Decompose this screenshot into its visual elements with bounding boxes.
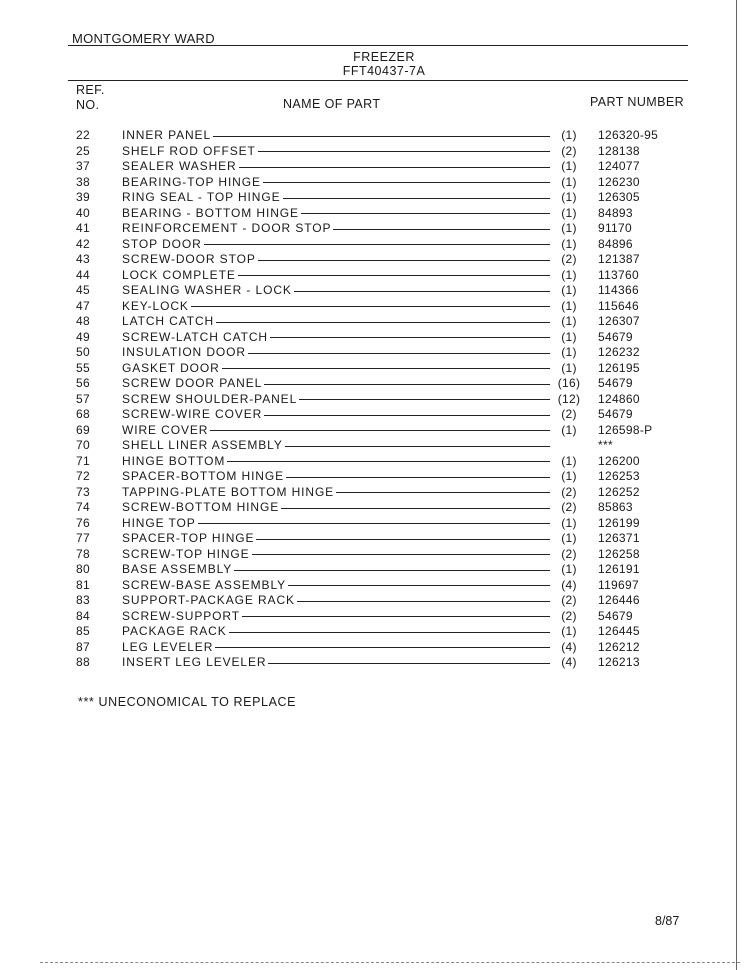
table-row: [0, 609, 750, 625]
table-row: [0, 237, 750, 253]
part-ref-number: 38: [76, 174, 90, 189]
page-edge-line: [736, 0, 737, 970]
part-number: 126212: [598, 639, 640, 654]
table-row: [0, 175, 750, 191]
part-ref-number: 73: [76, 484, 90, 499]
part-name-leader: [122, 454, 550, 468]
table-row: [0, 593, 750, 609]
part-ref-number: 72: [76, 469, 90, 483]
part-quantity: (2): [561, 500, 577, 514]
part-quantity: (1): [561, 221, 577, 235]
part-name-leader: [122, 345, 550, 359]
part-quantity: (1): [561, 453, 577, 468]
part-ref-number: 83: [76, 593, 90, 607]
column-header-rule: [68, 80, 688, 81]
part-name-leader: [122, 531, 550, 545]
part-name: LEG LEVELER: [122, 639, 214, 654]
part-ref-number: 49: [76, 329, 90, 344]
part-quantity: (2): [561, 407, 577, 421]
table-row: [0, 423, 750, 439]
part-ref-number: 74: [76, 500, 90, 514]
part-name: SHELL LINER ASSEMBLY: [122, 438, 283, 452]
table-row: [0, 531, 750, 547]
leader-line: [242, 616, 550, 617]
part-name-leader: [122, 469, 550, 483]
part-name: KEY-LOCK: [122, 298, 189, 313]
part-name-leader: [122, 221, 550, 235]
part-quantity: (1): [561, 190, 577, 204]
part-number: 126252: [598, 484, 640, 499]
part-name: HINGE BOTTOM: [122, 453, 226, 468]
leader-line: [263, 182, 550, 183]
table-row: [0, 345, 750, 361]
part-name: SCREW-BOTTOM HINGE: [122, 500, 280, 514]
leader-line: [288, 585, 550, 586]
part-ref-number: 39: [76, 190, 90, 204]
table-row: [0, 330, 750, 346]
part-ref-number: 41: [76, 221, 90, 235]
part-quantity: (2): [561, 608, 577, 623]
part-number: 84893: [598, 205, 633, 220]
leader-line: [198, 523, 550, 524]
part-ref-number: 25: [76, 143, 90, 158]
part-ref-number: 87: [76, 639, 90, 654]
part-number: 126213: [598, 655, 640, 669]
table-row: [0, 392, 750, 408]
part-name-leader: [122, 500, 550, 514]
table-row: [0, 128, 750, 144]
table-row: [0, 221, 750, 237]
footnote: *** UNECONOMICAL TO REPLACE: [78, 695, 297, 709]
part-name-leader: [122, 159, 550, 173]
column-header-ref-line1: REF.: [76, 83, 105, 97]
part-ref-number: 77: [76, 531, 90, 545]
leader-line: [229, 632, 550, 633]
part-name-leader: [122, 562, 550, 576]
part-name-leader: [122, 252, 550, 266]
part-name-leader: [122, 314, 550, 328]
leader-line: [281, 508, 550, 509]
leader-line: [216, 322, 550, 323]
table-row: [0, 624, 750, 640]
leader-line: [215, 647, 550, 648]
leader-line: [264, 415, 550, 416]
table-row: [0, 252, 750, 268]
part-number: 126230: [598, 174, 640, 189]
part-number: 126258: [598, 546, 640, 561]
column-header-ref: [76, 83, 105, 113]
part-name: SUPPORT-PACKAGE RACK: [122, 593, 295, 607]
part-ref-number: 48: [76, 314, 90, 328]
table-row: [0, 516, 750, 532]
leader-line: [222, 368, 550, 369]
part-name: SCREW-BASE ASSEMBLY: [122, 577, 287, 592]
part-quantity: (1): [561, 236, 577, 251]
part-name: BASE ASSEMBLY: [122, 562, 233, 576]
part-name-leader: [122, 547, 550, 561]
part-name-leader: [122, 438, 550, 452]
part-ref-number: 76: [76, 515, 90, 530]
model-number: FFT40437-7A: [342, 64, 426, 78]
part-name-leader: [122, 144, 550, 158]
table-row: [0, 283, 750, 299]
part-number: 54679: [598, 608, 633, 623]
leader-line: [268, 663, 550, 664]
part-number: 126598-P: [598, 422, 653, 437]
part-number: 126200: [598, 453, 640, 468]
leader-line: [258, 151, 550, 152]
part-name-leader: [122, 423, 550, 437]
table-row: [0, 190, 750, 206]
column-header-name: NAME OF PART: [283, 97, 381, 111]
leader-line: [333, 229, 550, 230]
part-name-leader: [122, 361, 550, 375]
part-number: 85863: [598, 500, 633, 514]
part-quantity: (1): [561, 469, 577, 483]
part-name: HINGE TOP: [122, 515, 196, 530]
part-number: 91170: [598, 221, 632, 235]
part-quantity: (12): [557, 391, 581, 406]
part-ref-number: 55: [76, 360, 90, 375]
leader-line: [285, 446, 550, 447]
part-name: SCREW SHOULDER-PANEL: [122, 391, 298, 406]
part-number: 124860: [598, 391, 640, 406]
part-name: INNER PANEL: [122, 128, 212, 142]
part-quantity: (1): [561, 329, 577, 344]
leader-line: [210, 430, 550, 431]
part-name: RING SEAL - TOP HINGE: [122, 190, 281, 204]
part-name-leader: [122, 578, 550, 592]
leader-line: [286, 477, 550, 478]
part-quantity: (2): [561, 593, 577, 607]
table-row: [0, 299, 750, 315]
table-row: [0, 438, 750, 454]
column-header-part-number: PART NUMBER: [590, 95, 684, 109]
part-ref-number: 84: [76, 608, 90, 623]
leader-line: [294, 291, 550, 292]
part-name-leader: [122, 330, 550, 344]
part-name: BEARING-TOP HINGE: [122, 174, 261, 189]
part-name: STOP DOOR: [122, 236, 202, 251]
leader-line: [283, 198, 551, 199]
part-ref-number: 68: [76, 407, 90, 421]
table-row: [0, 454, 750, 470]
part-number: 126305: [598, 190, 640, 204]
part-name-leader: [122, 392, 550, 406]
part-name: WIRE COVER: [122, 422, 209, 437]
part-number: 126199: [598, 515, 640, 530]
part-number: 126253: [598, 469, 640, 483]
part-ref-number: 85: [76, 624, 90, 638]
table-row: [0, 640, 750, 656]
table-row: [0, 206, 750, 222]
leader-line: [239, 167, 550, 168]
leader-line: [301, 213, 550, 214]
part-ref-number: 56: [76, 376, 90, 390]
leader-line: [252, 554, 550, 555]
part-name-leader: [122, 485, 550, 499]
part-number: 126320-95: [598, 128, 659, 142]
part-number: 126445: [598, 624, 640, 638]
part-ref-number: 43: [76, 252, 90, 266]
leader-line: [258, 260, 550, 261]
leader-line: [238, 275, 550, 276]
part-ref-number: 88: [76, 655, 90, 669]
part-quantity: (1): [561, 267, 577, 282]
leader-line: [234, 570, 550, 571]
table-row: [0, 547, 750, 563]
part-number: 126307: [598, 314, 640, 328]
part-number: 54679: [598, 329, 633, 344]
part-name: INSULATION DOOR: [122, 345, 246, 359]
part-name: REINFORCEMENT - DOOR STOP: [122, 221, 332, 235]
parts-list: [0, 128, 750, 671]
part-name: LOCK COMPLETE: [122, 267, 236, 282]
part-ref-number: 71: [76, 453, 90, 468]
part-number: 84896: [598, 236, 633, 251]
part-name-leader: [122, 190, 550, 204]
part-number: 113760: [598, 267, 639, 282]
part-ref-number: 50: [76, 345, 90, 359]
part-quantity: (1): [561, 174, 577, 189]
part-number: 128138: [598, 143, 640, 158]
part-name: SCREW-TOP HINGE: [122, 546, 250, 561]
table-row: [0, 485, 750, 501]
part-name: SCREW-LATCH CATCH: [122, 329, 268, 344]
part-name: INSERT LEG LEVELER: [122, 655, 267, 669]
part-number: ***: [598, 438, 613, 452]
table-row: [0, 144, 750, 160]
part-name: SCREW-DOOR STOP: [122, 252, 256, 266]
part-ref-number: 44: [76, 267, 90, 282]
leader-line: [213, 136, 550, 137]
table-row: [0, 361, 750, 377]
part-ref-number: 81: [76, 577, 90, 592]
document-title: FREEZER: [353, 50, 415, 64]
table-row: [0, 469, 750, 485]
part-quantity: (2): [561, 546, 577, 561]
part-quantity: (1): [561, 298, 577, 313]
part-quantity: (1): [561, 360, 577, 375]
table-row: [0, 314, 750, 330]
part-name: SEALING WASHER - LOCK: [122, 283, 292, 297]
page-number: 8/87: [655, 914, 680, 928]
part-ref-number: 57: [76, 391, 90, 406]
part-number: 114366: [598, 283, 639, 297]
part-number: 54679: [598, 407, 633, 421]
part-quantity: (2): [561, 252, 577, 266]
part-name-leader: [122, 299, 550, 313]
part-name-leader: [122, 206, 550, 220]
part-number: 126191: [598, 562, 640, 576]
table-row: [0, 376, 750, 392]
part-name: SCREW-WIRE COVER: [122, 407, 263, 421]
header-rule: [68, 45, 688, 46]
part-name: SPACER-TOP HINGE: [122, 531, 255, 545]
table-row: [0, 578, 750, 594]
part-number: 126446: [598, 593, 640, 607]
part-name: BEARING - BOTTOM HINGE: [122, 205, 299, 220]
table-row: [0, 500, 750, 516]
part-quantity: (1): [561, 624, 577, 638]
part-quantity: (1): [561, 531, 577, 545]
part-ref-number: 42: [76, 236, 90, 251]
part-number: 54679: [598, 376, 633, 390]
part-quantity: (1): [561, 314, 577, 328]
part-number: 126195: [598, 360, 640, 375]
part-name-leader: [122, 609, 550, 623]
table-row: [0, 268, 750, 284]
part-quantity: (4): [561, 577, 577, 592]
part-name-leader: [122, 593, 550, 607]
part-quantity: (1): [561, 422, 577, 437]
part-ref-number: 40: [76, 205, 90, 220]
part-name: PACKAGE RACK: [122, 624, 227, 638]
leader-line: [204, 244, 550, 245]
part-quantity: (4): [561, 655, 577, 669]
page-bottom-line: [40, 962, 740, 963]
table-row: [0, 562, 750, 578]
part-name: SEALER WASHER: [122, 159, 237, 173]
part-name-leader: [122, 237, 550, 251]
leader-line: [191, 306, 550, 307]
part-quantity: (1): [561, 345, 577, 359]
leader-line: [264, 384, 550, 385]
part-name: TAPPING-PLATE BOTTOM HINGE: [122, 484, 335, 499]
part-number: 115646: [598, 298, 639, 313]
part-quantity: (1): [561, 283, 577, 297]
leader-line: [336, 492, 550, 493]
part-name-leader: [122, 268, 550, 282]
brand-name: MONTGOMERY WARD: [72, 31, 215, 46]
part-ref-number: 37: [76, 159, 90, 173]
part-ref-number: 47: [76, 298, 90, 313]
leader-line: [270, 337, 550, 338]
leader-line: [299, 399, 550, 400]
leader-line: [248, 353, 550, 354]
part-quantity: (2): [561, 484, 577, 499]
part-name-leader: [122, 376, 550, 390]
part-name: LATCH CATCH: [122, 314, 215, 328]
part-quantity: (1): [561, 159, 577, 173]
part-ref-number: 22: [76, 128, 90, 142]
part-name: SCREW-SUPPORT: [122, 608, 240, 623]
table-row: [0, 159, 750, 175]
table-row: [0, 407, 750, 423]
part-number: 124077: [598, 159, 640, 173]
part-number: 121387: [598, 252, 640, 266]
part-ref-number: 45: [76, 283, 90, 297]
part-ref-number: 69: [76, 422, 90, 437]
part-ref-number: 80: [76, 562, 90, 576]
part-quantity: (2): [561, 143, 577, 158]
part-name-leader: [122, 175, 550, 189]
part-quantity: (1): [561, 205, 577, 220]
part-quantity: (1): [561, 562, 577, 576]
part-name: SPACER-BOTTOM HINGE: [122, 469, 285, 483]
part-ref-number: 70: [76, 438, 90, 452]
part-name: GASKET DOOR: [122, 360, 220, 375]
part-ref-number: 78: [76, 546, 90, 561]
table-row: [0, 655, 750, 671]
part-number: 126371: [598, 531, 640, 545]
part-number: 119697: [598, 577, 639, 592]
part-name: SCREW DOOR PANEL: [122, 376, 263, 390]
part-name-leader: [122, 128, 550, 142]
part-quantity: (1): [561, 515, 577, 530]
leader-line: [297, 601, 550, 602]
leader-line: [227, 461, 550, 462]
part-name-leader: [122, 516, 550, 530]
part-quantity: (1): [561, 128, 577, 142]
part-name-leader: [122, 655, 550, 669]
part-number: 126232: [598, 345, 640, 359]
leader-line: [256, 539, 550, 540]
part-name-leader: [122, 624, 550, 638]
part-quantity: (4): [561, 639, 577, 654]
part-name-leader: [122, 640, 550, 654]
part-name: SHELF ROD OFFSET: [122, 143, 256, 158]
part-quantity: (16): [557, 376, 581, 390]
part-name-leader: [122, 407, 550, 421]
part-name-leader: [122, 283, 550, 297]
column-header-ref-line2: NO.: [76, 98, 100, 112]
